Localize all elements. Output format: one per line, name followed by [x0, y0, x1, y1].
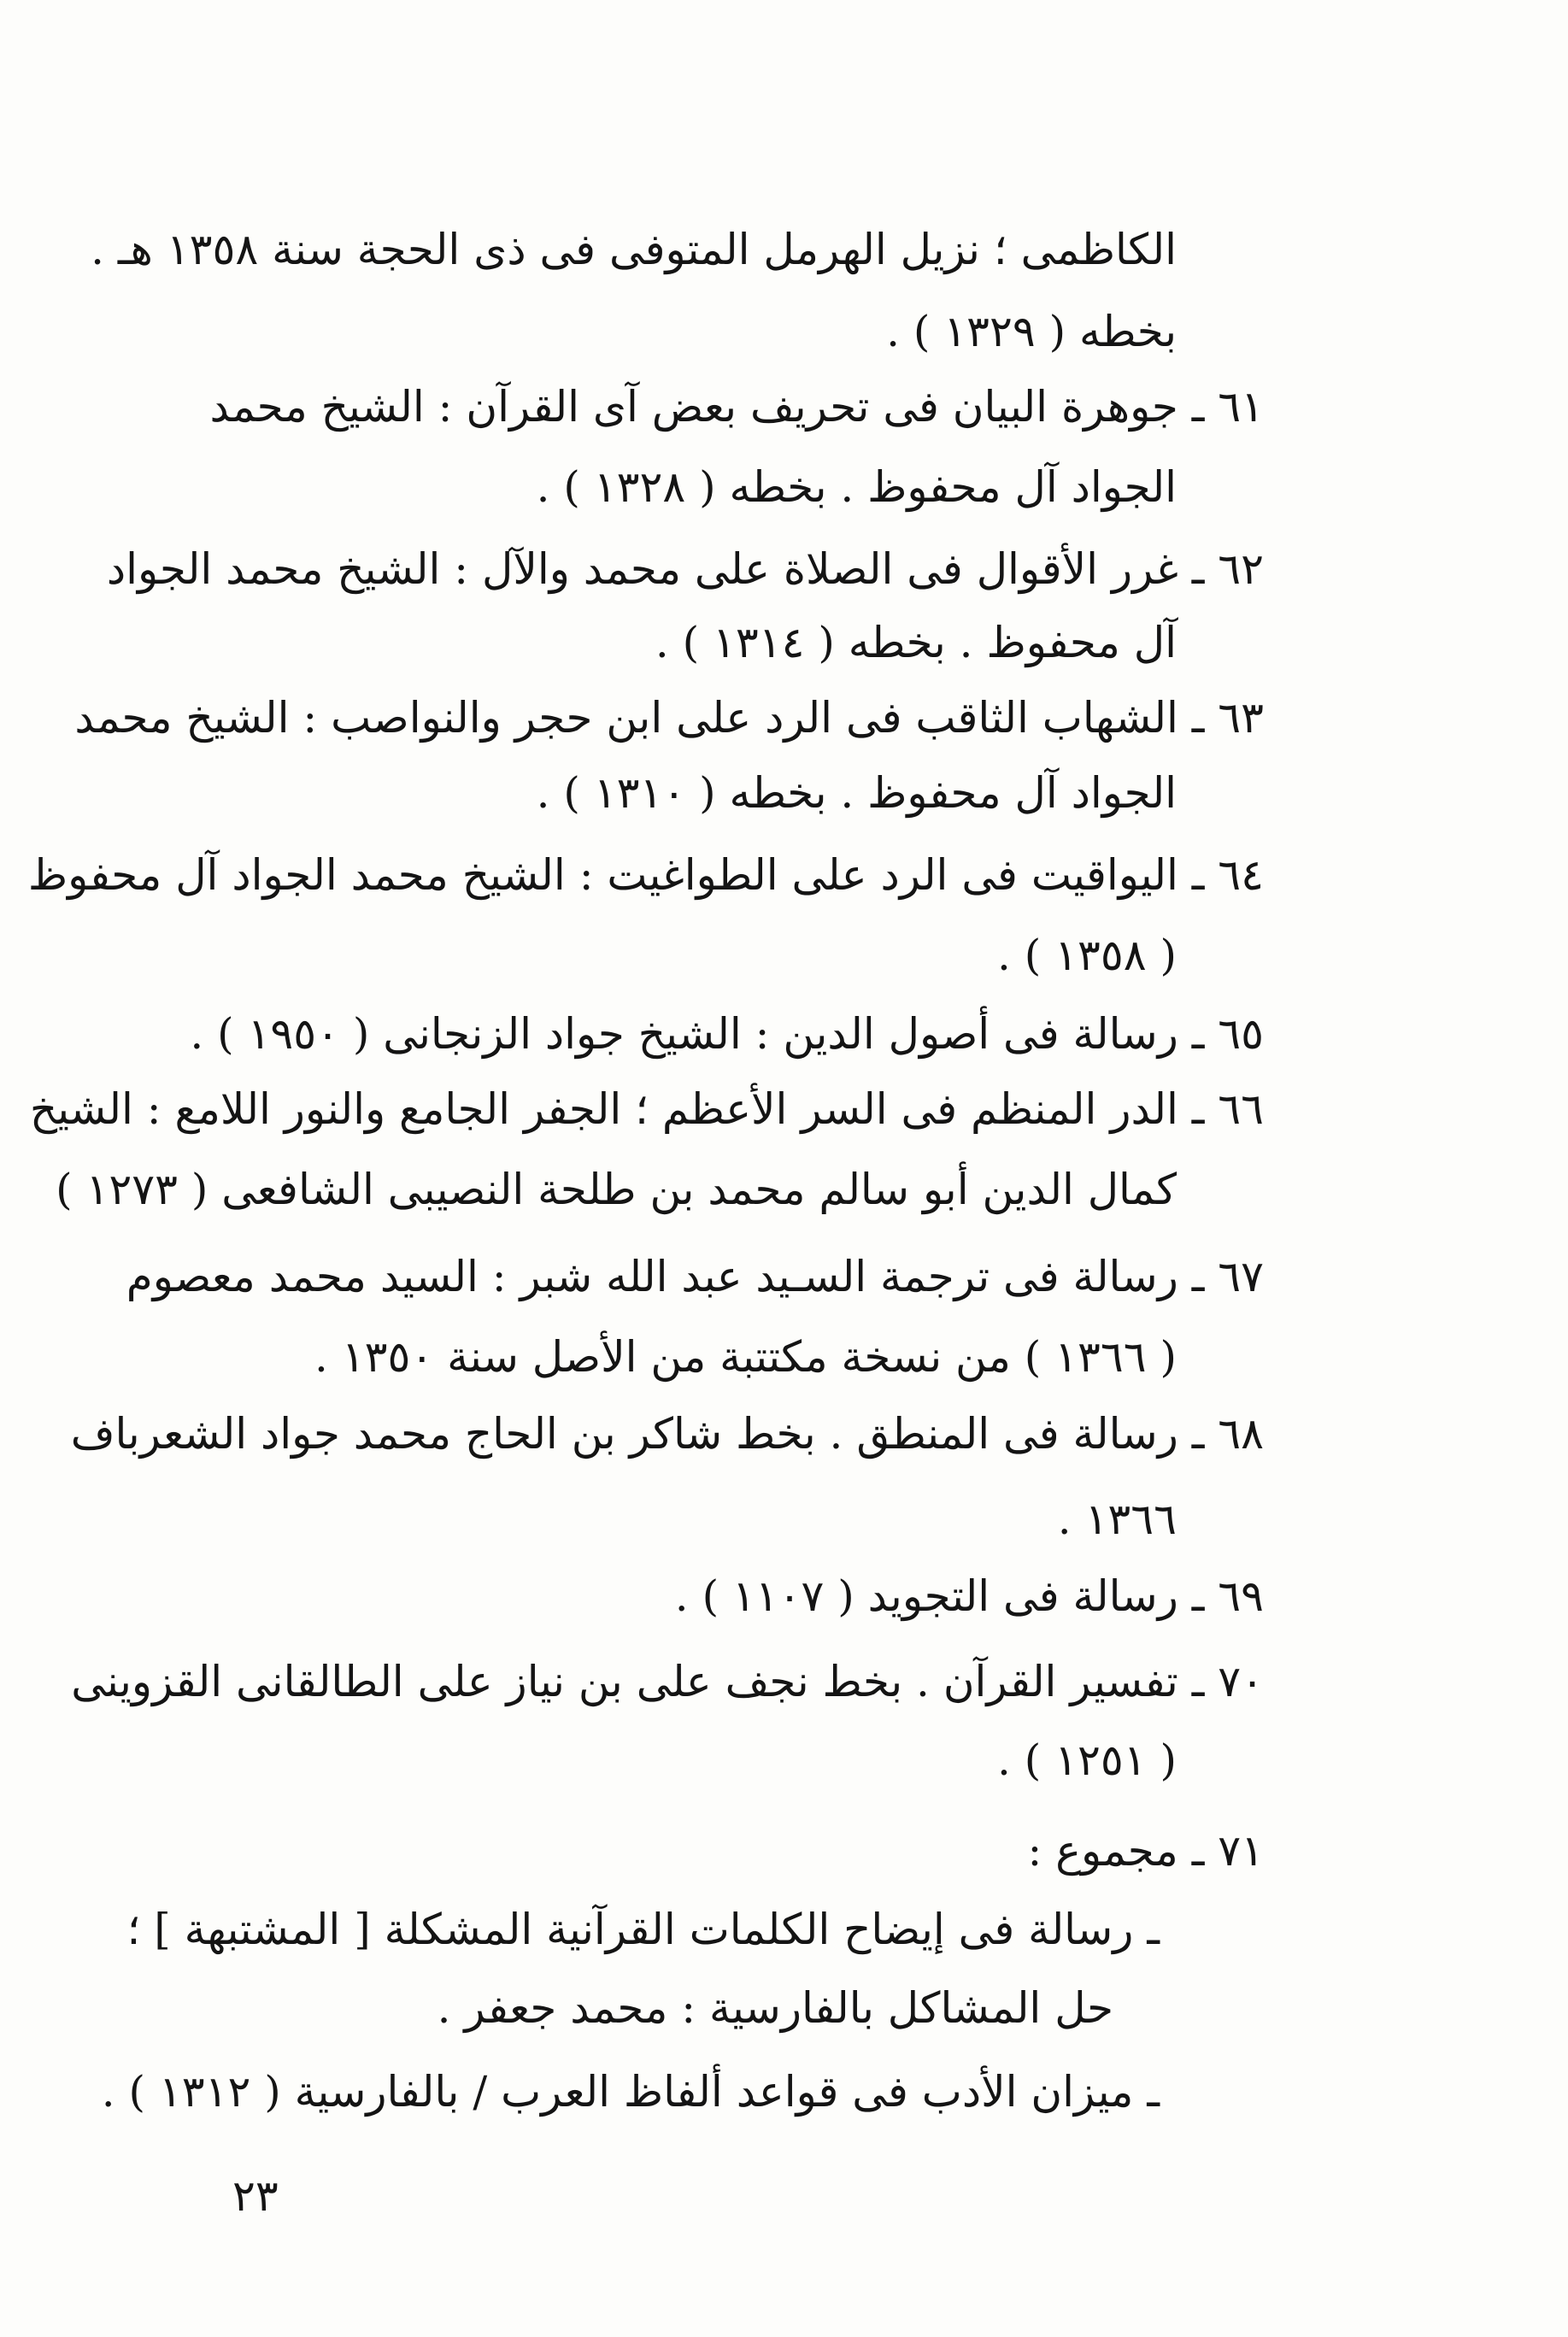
entry-64-title: ٦٤ ـ اليواقيت فى الرد على الطواغيت : الشيخ محمد الجواد آل محفوظ [27, 850, 1264, 900]
text-line: كمال الدين أبو سالم محمد بن طلحة النصيبى الشافعى ( ١٢٧٣ ) [56, 1165, 1177, 1214]
entry-63-title: ٦٣ ـ الشهاب الثاقب فى الرد على ابن حجر والنواصب : الشيخ محمد [74, 693, 1264, 743]
entry-66-title: ٦٦ ـ الدر المنظم فى السر الأعظم ؛ الجفر الجامع والنور اللامع : الشيخ [29, 1084, 1264, 1134]
page-number: ٢٣ [232, 2171, 279, 2221]
text-line: ( ١٣٥٨ ) . [996, 931, 1177, 980]
text-line: الجواد آل محفوظ . بخطه ( ١٣١٠ ) . [536, 768, 1177, 818]
text-line: الجواد آل محفوظ . بخطه ( ١٣٢٨ ) . [536, 462, 1177, 512]
entry-62-title: ٦٢ ـ غرر الأقوال فى الصلاة على محمد والآل : الشيخ محمد الجواد [106, 544, 1264, 594]
entry-61-title: ٦١ ـ جوهرة البيان فى تحريف بعض آى القرآن : الشيخ محمد [209, 382, 1264, 432]
entry-67-title: ٦٧ ـ رسالة فى ترجمة السـيد عبد الله شبر : السيد محمد معصوم [126, 1252, 1264, 1301]
entry-70-title: ٧٠ ـ تفسير القرآن . بخط نجف على بن نياز على الطالقانى القزوينى [71, 1657, 1264, 1706]
text-line: حل المشاكل بالفارسية : محمد جعفر . [437, 1983, 1113, 2033]
text-line: ١٣٦٦ . [1057, 1494, 1177, 1544]
text-line: الكاظمى ؛ نزيل الهرمل المتوفى فى ذى الحجة سنة ١٣٥٨ هـ . [91, 225, 1177, 274]
text-line: ( ١٢٥١ ) . [996, 1735, 1177, 1785]
entry-68-title: ٦٨ ـ رسالة فى المنطق . بخط شاكر بن الحاج محمد جواد الشعرباف [70, 1409, 1264, 1459]
sub-entry: ـ رسالة فى إيضاح الكلمات القرآنية المشكلة [ المشتبهة ] ؛ [126, 1905, 1160, 1954]
text-line: بخطه ( ١٣٢٩ ) . [886, 307, 1177, 356]
text-line: ( ١٣٦٦ ) من نسخة مكتتبة من الأصل سنة ١٣٥٠ . [314, 1332, 1177, 1382]
sub-entry: ـ ميزان الأدب فى قواعد ألفاظ العرب / بالفارسية ( ١٣١٢ ) . [101, 2067, 1160, 2117]
entry-69-title: ٦٩ ـ رسالة فى التجويد ( ١١٠٧ ) . [674, 1571, 1264, 1621]
entry-65-title: ٦٥ ـ رسالة فى أصول الدين : الشيخ جواد الزنجانى ( ١٩٥٠ ) . [190, 1009, 1264, 1059]
entry-71-title: ٧١ ـ مجموع : [1027, 1826, 1264, 1876]
text-line: آل محفوظ . بخطه ( ١٣١٤ ) . [655, 618, 1177, 667]
